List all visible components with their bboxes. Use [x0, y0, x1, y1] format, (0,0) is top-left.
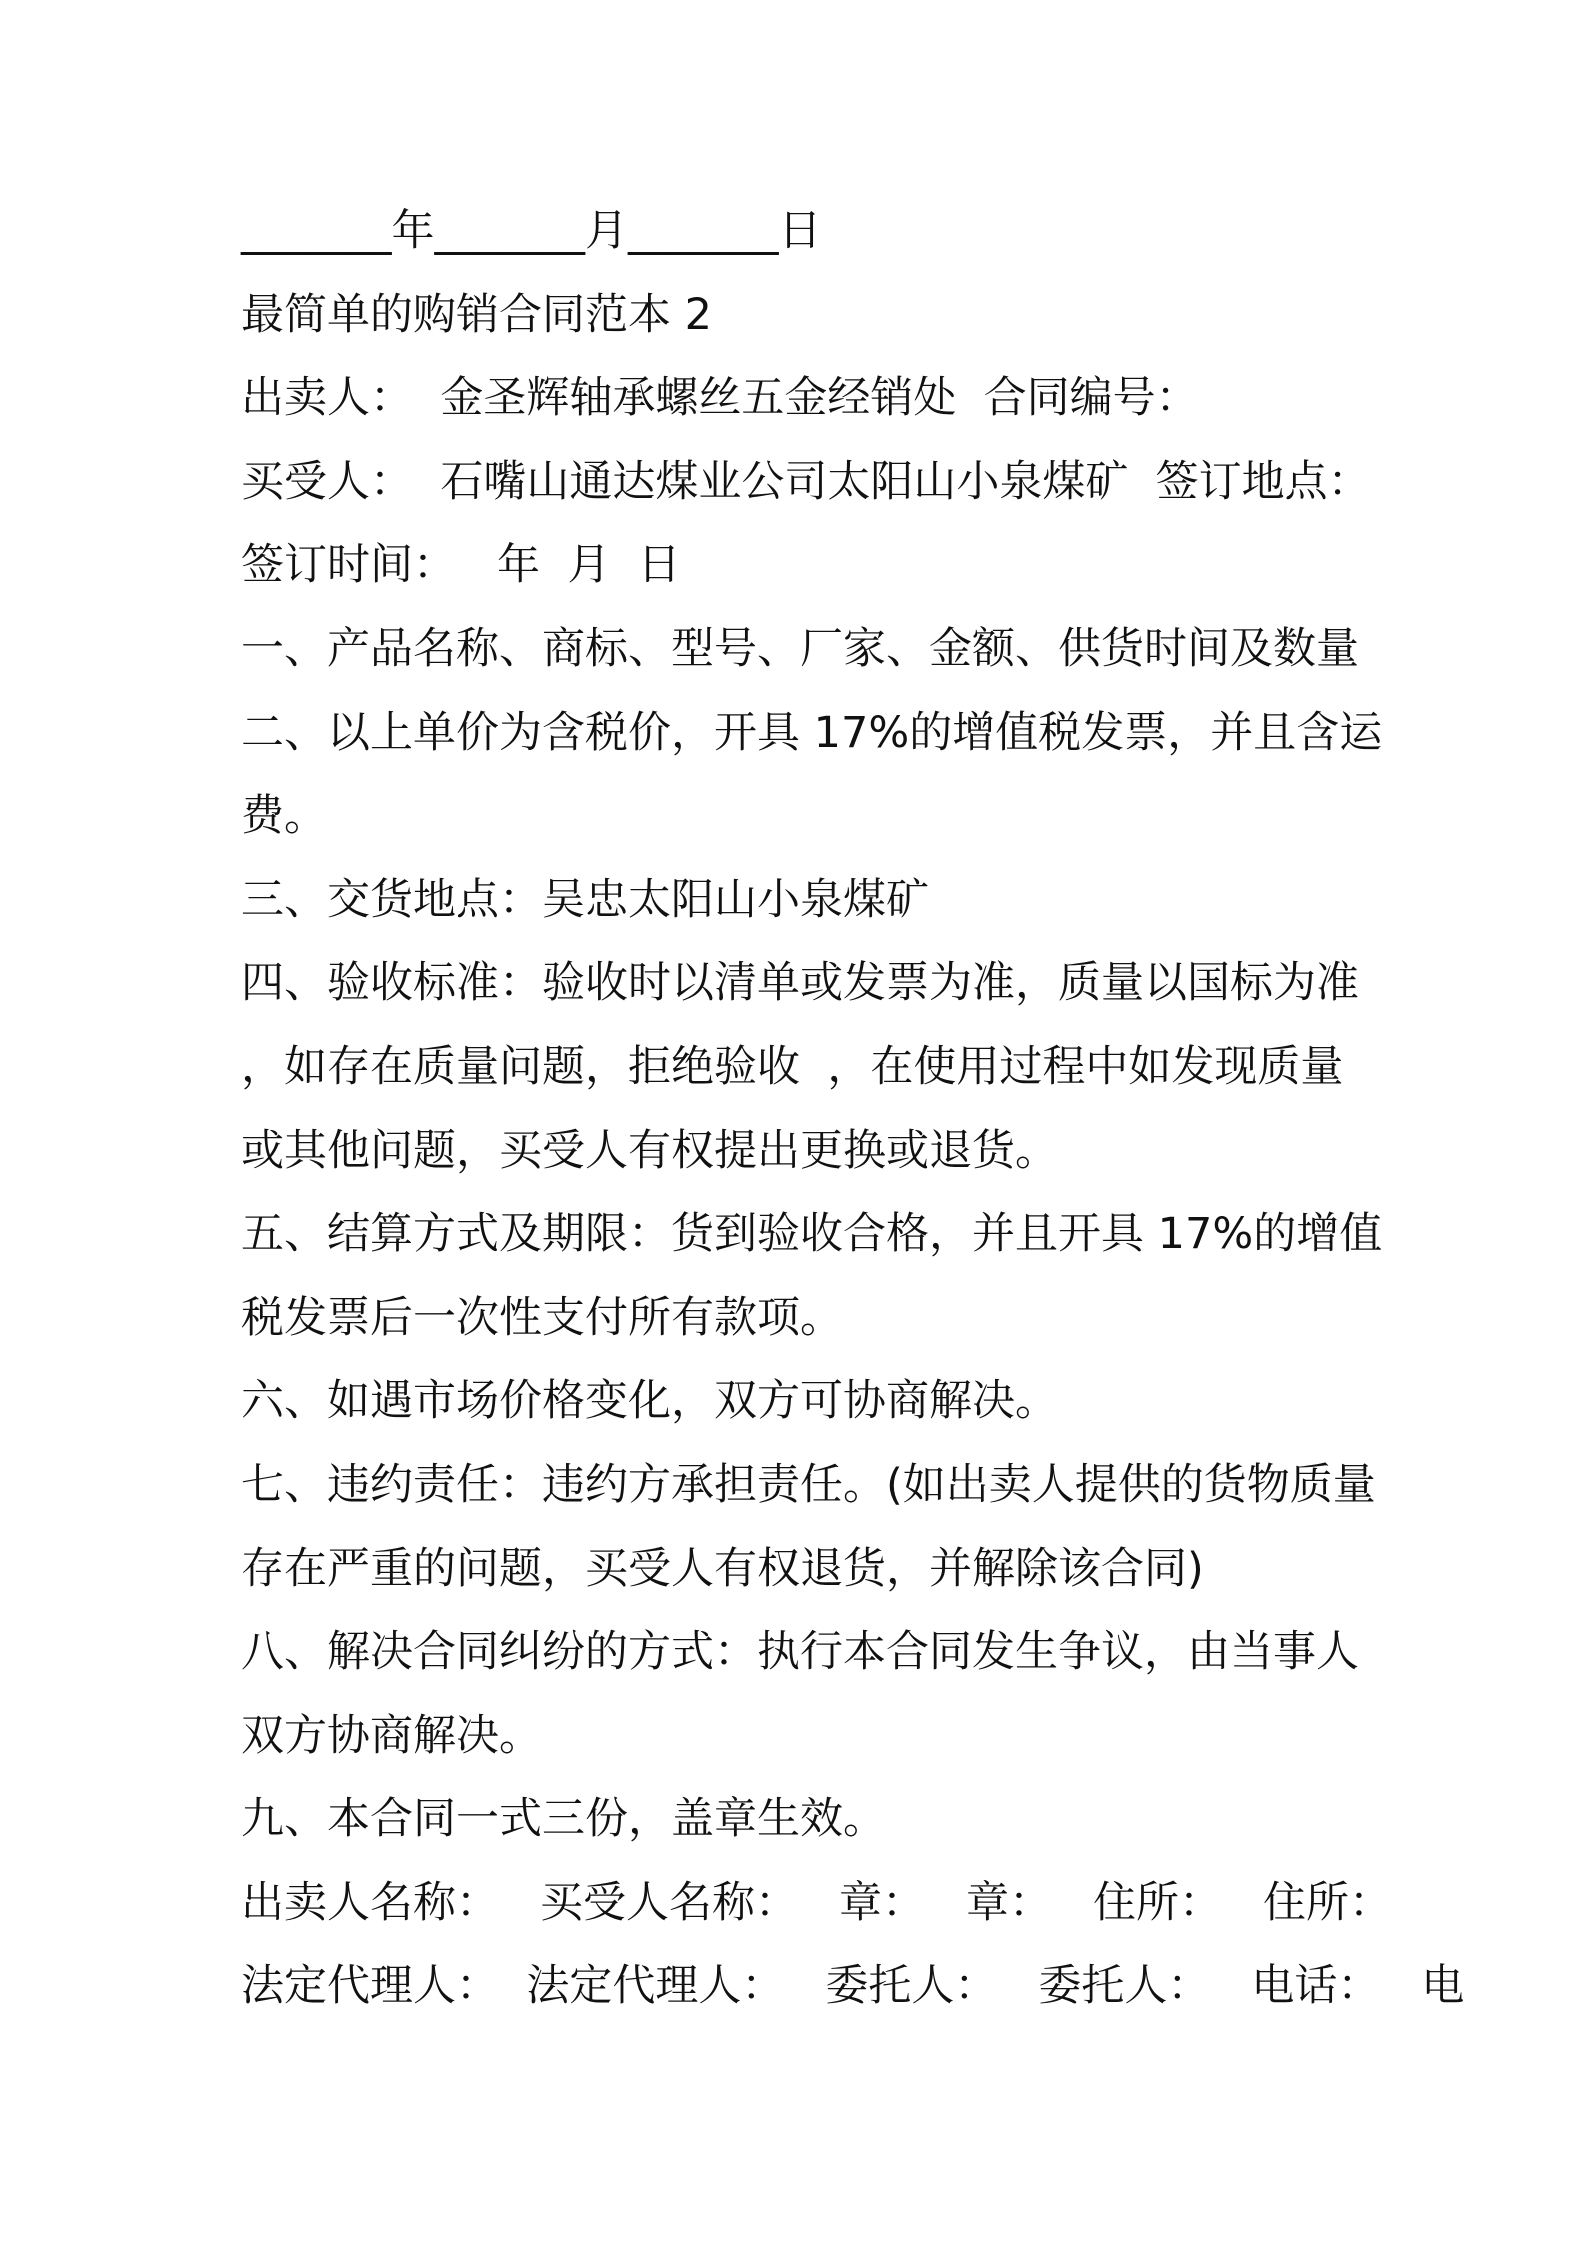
clause-8-cont: 双方协商解决。 [241, 1710, 542, 1761]
clause-7: 七、违约责任：违约方承担责任。(如出卖人提供的货物质量 [241, 1459, 1376, 1510]
seller-line: 出卖人： 金圣辉轴承螺丝五金经销处 合同编号： [241, 373, 1199, 424]
clause-5: 五、结算方式及期限：货到验收合格，并且开具 17%的增值 [241, 1209, 1383, 1260]
contract-text [241, 190, 1465, 2029]
clause-7-cont: 存在严重的问题，买受人有权退货，并解除该合同) [241, 1543, 1204, 1594]
clause-6: 六、如遇市场价格变化，双方可协商解决。 [241, 1376, 1058, 1427]
clause-1: 一、产品名称、商标、型号、厂家、金额、供货时间及数量 [241, 623, 1359, 674]
clause-8: 八、解决合同纠纷的方式：执行本合同发生争议，由当事人 [241, 1627, 1359, 1678]
document-title: 最简单的购销合同范本 2 [241, 289, 713, 340]
signing-time-line: 签订时间： 年 月 日 [241, 540, 681, 591]
signature-names-line: 出卖人名称： 买受人名称： 章： 章： 住所： 住所： [241, 1877, 1393, 1928]
clause-9: 九、本合同一式三份，盖章生效。 [241, 1794, 886, 1845]
buyer-line: 买受人： 石嘴山通达煤业公司太阳山小泉煤矿 签订地点： [241, 456, 1371, 507]
clause-2: 二、以上单价为含税价，开具 17%的增值税发票，并且含运 [241, 707, 1383, 758]
date-line: _______年_______月_______日 [241, 206, 822, 256]
clause-5-cont: 税发票后一次性支付所有款项。 [241, 1292, 843, 1343]
clause-3: 三、交货地点：吴忠太阳山小泉煤矿 [241, 874, 929, 925]
clause-4: 四、验收标准：验收时以清单或发票为准，质量以国标为准 [241, 958, 1359, 1009]
clause-4-cont-2: 或其他问题，买受人有权提出更换或退货。 [241, 1125, 1058, 1176]
signature-representatives-line: 法定代理人： 法定代理人： 委托人： 委托人： 电话： 电 [241, 1961, 1465, 2012]
clause-4-cont-1: ，如存在质量问题，拒绝验收 ，在使用过程中如发现质量 [241, 1041, 1344, 1092]
clause-2-cont: 费。 [241, 791, 327, 842]
